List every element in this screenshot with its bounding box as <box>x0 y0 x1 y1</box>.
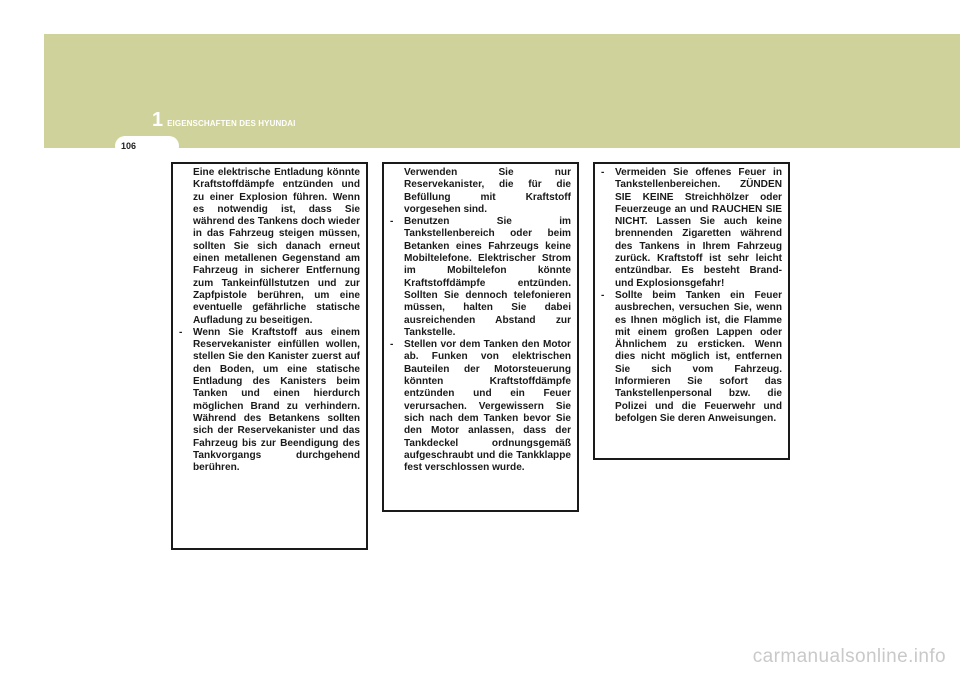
page-number-tab <box>115 136 179 156</box>
dash-bullet: - <box>601 167 605 178</box>
dash-bullet: - <box>179 326 183 338</box>
list-item <box>601 289 782 425</box>
warning-box-2 <box>382 162 579 512</box>
list-item-text: Stellen vor dem Tanken den Motor ab. Funken von elektrischen Bauteilen der Motorsteuerung könnten Kraftstoffdämpfe entzünden und ein Feuer verursachen. Vergewissern Sie sich nach dem Tanken bevor Sie den Motor anlassen, dass der Tankdeckel ordnungsgemäß aufgeschraubt und die Tankklappe fest verschlossen wurde. <box>404 339 571 474</box>
chapter-title: EIGENSCHAFTEN DES HYUNDAI <box>167 119 296 128</box>
page-number: 106 <box>121 141 137 151</box>
list-item <box>601 167 782 290</box>
warning-box-1 <box>171 162 368 550</box>
list-item <box>179 326 360 475</box>
chapter-header <box>152 110 295 130</box>
chapter-number: 1 <box>152 109 164 131</box>
paragraph <box>404 167 571 216</box>
header-band <box>44 34 960 148</box>
list-item-text: Wenn Sie Kraftstoff aus einem Reservekanister einfüllen wollen, stellen Sie den Kanister zuerst auf den Boden, um eine statische Entladung des Kanisters beim Tanken und einen hierdurch möglichen Brand zu verhindern. Während des Betankens sollten sich der Reservekanister und das Fahrzeug bis zur Beendigung des Tankvorgangs durchgehend berühren. <box>193 326 360 474</box>
list-item <box>390 216 571 339</box>
paragraph-text: Eine elektrische Entladung könnte Kraftstoffdämpfe entzünden und zu einer Explosion führen. Wenn es notwendig ist, dass Sie während des Tankens doch wieder in das Fahrzeug steigen müssen, sollten Sie sich danach erneut einen metallenen Gegenstand am Fahrzeug in sicherer Entfernung zum Tankeinfüllstutzen und zur Zapfpistole berühren, um eine eventuelle gefährliche statische Aufladung zu beseitigen. <box>193 167 360 326</box>
dash-bullet: - <box>601 289 605 301</box>
watermark: carmanualsonline.info <box>752 646 946 667</box>
paragraph <box>193 167 360 327</box>
dash-bullet: - <box>390 216 394 228</box>
dash-bullet: - <box>390 339 394 351</box>
list-item-text: Sollte beim Tanken ein Feuer ausbrechen, versuchen Sie, wenn es Ihnen möglich ist, die Flamme mit einem großen Lappen oder Ähnlichem zu ersticken. Wenn dies nicht möglich ist, entfernen Sie sich vom Fahrzeug. Informieren Sie sofort das Tankstellenpersonal bzw. die Polizei und die Feuerwehr und befolgen Sie deren Anweisungen. <box>615 289 782 424</box>
list-item <box>390 339 571 474</box>
list-item-text: Vermeiden Sie offenes Feuer in Tankstellenbereichen. ZÜNDEN SIE KEINE Streichhölzer oder Feuerzeuge an und RAUCHEN SIE NICHT. Lassen Sie auch keine brennenden Zigaretten während des Tankens in Ihrem Fahrzeug zurück. Kraftstoff ist sehr leicht entzündbar. Es besteht Brand- und Explosionsgefahr! <box>615 167 782 289</box>
paragraph-text: Verwenden Sie nur Reservekanister, die für die Befüllung mit Kraftstoff vorgesehen sind. <box>404 167 571 215</box>
list-item-text: Benutzen Sie im Tankstellenbereich oder beim Betanken eines Fahrzeugs keine Mobiltelefone. Elektrischer Strom im Mobiltelefon könnte Kraftstoffdämpfe entzünden. Sollten Sie dennoch telefonieren müssen, halten Sie dabei ausreichenden Abstand zur Tankstelle. <box>404 216 571 338</box>
warning-box-3 <box>593 162 790 460</box>
